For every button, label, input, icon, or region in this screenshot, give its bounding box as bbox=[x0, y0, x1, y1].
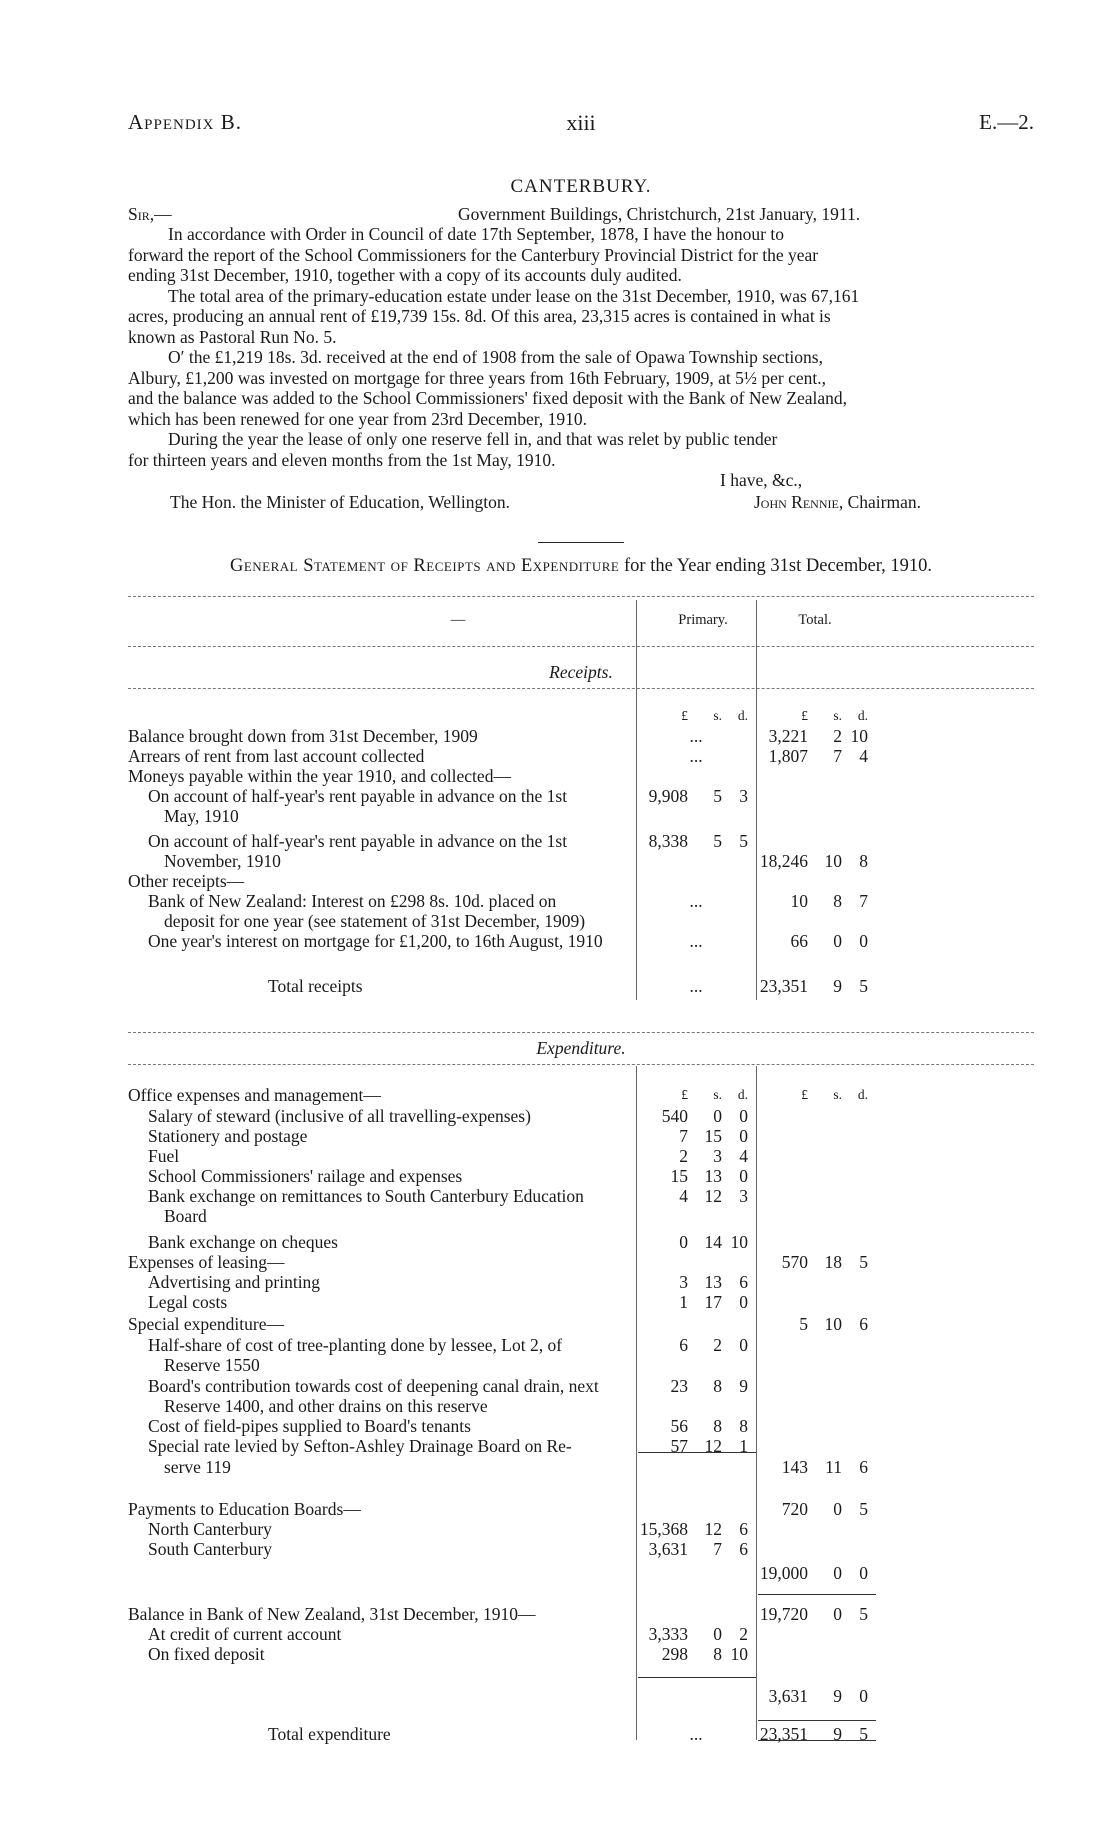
total-amount-pounds: 720 bbox=[781, 1499, 808, 1519]
table-row bbox=[128, 1126, 1034, 1146]
row-description: On account of half-year's rent payable in advance on the 1st bbox=[148, 831, 568, 851]
primary-amount-pence: 1 bbox=[739, 1436, 748, 1456]
primary-amount bbox=[638, 1335, 754, 1355]
row-description: May, 1910 bbox=[164, 806, 239, 826]
table-row bbox=[128, 1272, 1034, 1292]
primary-amount-pounds: 23 bbox=[670, 1376, 688, 1396]
primary-amount bbox=[638, 831, 754, 851]
salutation: Sir,— bbox=[128, 204, 172, 224]
table-row bbox=[128, 1252, 1034, 1272]
row-description: Total expenditure bbox=[268, 1724, 391, 1744]
row-description: Board bbox=[164, 1206, 207, 1226]
table-row bbox=[128, 1335, 1034, 1355]
primary-amount bbox=[638, 1519, 754, 1539]
total-amount-shillings: 2 bbox=[833, 726, 842, 746]
total-amount bbox=[758, 1457, 874, 1477]
total-amount-shillings: 8 bbox=[833, 891, 842, 911]
primary-amount-dots: ... bbox=[689, 931, 703, 951]
letter-line: which has been renewed for one year from 23rd December, 1910. bbox=[128, 408, 587, 429]
primary-amount-shillings: 8 bbox=[713, 1416, 722, 1436]
row-description: Board's contribution towards cost of deepening canal drain, next bbox=[148, 1376, 599, 1396]
primary-amount bbox=[638, 1106, 754, 1126]
table-row bbox=[128, 706, 1034, 726]
primary-amount-pounds: 15,368 bbox=[639, 1519, 688, 1539]
row-description: serve 119 bbox=[164, 1457, 231, 1477]
table-row bbox=[128, 1166, 1034, 1186]
total-amount-pounds: 3,631 bbox=[768, 1686, 808, 1706]
addressee: The Hon. the Minister of Education, Wellington. bbox=[170, 492, 510, 512]
primary-amount bbox=[638, 1644, 754, 1664]
row-description: Cost of field-pipes supplied to Board's tenants bbox=[148, 1416, 471, 1436]
row-description: Total receipts bbox=[268, 976, 363, 996]
table-row bbox=[128, 831, 1034, 851]
primary-amount-dots: ... bbox=[689, 746, 703, 766]
unit-l: £ bbox=[681, 1087, 688, 1102]
primary-amount-shillings: 13 bbox=[704, 1272, 722, 1292]
table-row bbox=[128, 1563, 1034, 1583]
total-amount-pounds: 1,807 bbox=[768, 746, 808, 766]
total-amount-shillings: 7 bbox=[833, 746, 842, 766]
total-amount bbox=[758, 1563, 874, 1583]
primary-amount bbox=[638, 1416, 754, 1436]
total-amount-pounds: 19,720 bbox=[759, 1604, 808, 1624]
total-amount-pence: 8 bbox=[859, 851, 868, 871]
row-description: Payments to Education Boards— bbox=[128, 1499, 361, 1519]
unit-s: s. bbox=[833, 1087, 842, 1102]
row-description: On account of half-year's rent payable in advance on the 1st bbox=[148, 786, 568, 806]
unit-d: d. bbox=[857, 708, 868, 723]
table-row bbox=[128, 871, 1034, 891]
primary-amount-shillings: 13 bbox=[704, 1166, 722, 1186]
row-description: deposit for one year (see statement of 31st December, 1909) bbox=[164, 911, 586, 931]
primary-amount-shillings: 3 bbox=[713, 1146, 722, 1166]
primary-amount-pence: 6 bbox=[739, 1539, 748, 1559]
unit-l: £ bbox=[681, 708, 688, 723]
row-description: Moneys payable within the year 1910, and collected— bbox=[128, 766, 511, 786]
row-description: Balance brought down from 31st December, 1909 bbox=[128, 726, 478, 746]
table-row bbox=[128, 1206, 1034, 1226]
primary-amount-pounds: 1 bbox=[679, 1292, 688, 1312]
table-row bbox=[128, 1686, 1034, 1706]
total-amount bbox=[758, 726, 874, 746]
total-amount-shillings: 10 bbox=[824, 851, 842, 871]
statement-title-a: General Statement of Receipts and Expenditure bbox=[229, 556, 620, 576]
table-row bbox=[128, 786, 1034, 806]
total-amount-pence: 10 bbox=[850, 726, 868, 746]
row-description: School Commissioners' railage and expenses bbox=[148, 1166, 463, 1186]
primary-amount bbox=[638, 1436, 754, 1456]
total-amount-pence: 5 bbox=[859, 1499, 868, 1519]
primary-amount-pence: 6 bbox=[739, 1519, 748, 1539]
unit-s: s. bbox=[833, 708, 842, 723]
receipts-title: Receipts. bbox=[549, 662, 613, 682]
primary-amount-pounds: 7 bbox=[679, 1126, 688, 1146]
total-amount-shillings: 9 bbox=[833, 1724, 842, 1744]
table-row bbox=[128, 1232, 1034, 1252]
report-code: E.—2. bbox=[979, 110, 1034, 134]
primary-amount-pence: 8 bbox=[739, 1416, 748, 1436]
table-rule bbox=[638, 1677, 756, 1678]
table-row bbox=[128, 1376, 1034, 1396]
primary-amount-shillings: 0 bbox=[713, 1106, 722, 1126]
row-description: North Canterbury bbox=[148, 1519, 272, 1539]
primary-amount-dots: ... bbox=[689, 726, 703, 746]
row-description: On fixed deposit bbox=[148, 1644, 265, 1664]
primary-amount-dots: ... bbox=[689, 976, 703, 996]
table-row bbox=[128, 1396, 1034, 1416]
page-title: CANTERBURY. bbox=[510, 176, 652, 197]
total-amount bbox=[758, 976, 874, 996]
total-amount bbox=[758, 931, 874, 951]
primary-amount bbox=[638, 1186, 754, 1206]
total-amount-shillings: 18 bbox=[824, 1252, 842, 1272]
primary-amount-pence: 0 bbox=[739, 1292, 748, 1312]
total-amount-pounds: 143 bbox=[781, 1457, 808, 1477]
primary-amount-pounds: 0 bbox=[679, 1232, 688, 1252]
row-description: Office expenses and management— bbox=[128, 1085, 381, 1105]
total-amount-pounds: 18,246 bbox=[759, 851, 808, 871]
table-row bbox=[128, 806, 1034, 826]
letter-line: The total area of the primary-education estate under lease on the 31st December, 1910, was 67,161 bbox=[168, 285, 860, 306]
primary-amount bbox=[638, 1539, 754, 1559]
total-amount-pounds: 570 bbox=[781, 1252, 808, 1272]
primary-amount-pounds: 3 bbox=[679, 1272, 688, 1292]
row-description: At credit of current account bbox=[148, 1624, 342, 1644]
primary-amount-shillings: 8 bbox=[713, 1376, 722, 1396]
total-amount-pounds: 10 bbox=[790, 891, 808, 911]
total-amount bbox=[758, 1252, 874, 1272]
closing: I have, &c., bbox=[720, 470, 803, 490]
statement-title-b: for the Year ending 31st December, 1910. bbox=[619, 556, 933, 576]
table-row bbox=[128, 1085, 1034, 1105]
primary-amount bbox=[638, 1624, 754, 1644]
total-amount-shillings: 9 bbox=[833, 1686, 842, 1706]
total-amount-shillings: 9 bbox=[833, 976, 842, 996]
primary-amount-shillings: 8 bbox=[713, 1644, 722, 1664]
primary-amount bbox=[638, 1232, 754, 1252]
total-amount-pence: 5 bbox=[859, 976, 868, 996]
row-description: Salary of steward (inclusive of all travelling-expenses) bbox=[148, 1106, 531, 1126]
primary-amount-pounds: 56 bbox=[670, 1416, 688, 1436]
total-amount-shillings: 0 bbox=[833, 931, 842, 951]
primary-units bbox=[638, 706, 754, 726]
total-amount-shillings: 11 bbox=[825, 1457, 842, 1477]
unit-s: s. bbox=[713, 708, 722, 723]
primary-amount-pence: 10 bbox=[730, 1644, 748, 1664]
primary-amount-pounds: 8,338 bbox=[648, 831, 688, 851]
table-rule bbox=[758, 1594, 876, 1595]
primary-amount-shillings: 14 bbox=[704, 1232, 722, 1252]
table-rule bbox=[758, 1720, 876, 1721]
row-description: Fuel bbox=[148, 1146, 180, 1166]
primary-amount-pence: 10 bbox=[730, 1232, 748, 1252]
table-rule bbox=[128, 1032, 1034, 1033]
row-description: Reserve 1400, and other drains on this reserve bbox=[164, 1396, 488, 1416]
total-amount-shillings: 0 bbox=[833, 1604, 842, 1624]
table-row bbox=[128, 1292, 1034, 1312]
total-amount-pence: 4 bbox=[859, 746, 868, 766]
primary-amount-shillings: 5 bbox=[713, 831, 722, 851]
primary-amount-pence: 3 bbox=[739, 786, 748, 806]
row-description: South Canterbury bbox=[148, 1539, 272, 1559]
table-row bbox=[128, 1146, 1034, 1166]
primary-amount-pence: 0 bbox=[739, 1166, 748, 1186]
total-amount-pounds: 23,351 bbox=[759, 1724, 808, 1744]
primary-amount bbox=[638, 1292, 754, 1312]
primary-amount-shillings: 12 bbox=[704, 1436, 722, 1456]
letter-line: Albury, £1,200 was invested on mortgage for three years from 16th February, 1909, at 5½ per cent., bbox=[128, 367, 827, 388]
total-amount-pence: 5 bbox=[859, 1252, 868, 1272]
total-amount-pence: 7 bbox=[859, 891, 868, 911]
row-description: November, 1910 bbox=[164, 851, 281, 871]
signatory-title: , Chairman. bbox=[838, 492, 921, 512]
primary-amount-shillings: 7 bbox=[713, 1539, 722, 1559]
letter-line: forward the report of the School Commissioners for the Canterbury Provincial District for the year bbox=[128, 244, 819, 265]
table-rule bbox=[128, 688, 1034, 689]
total-amount-pence: 5 bbox=[859, 1604, 868, 1624]
total-amount-pounds: 19,000 bbox=[759, 1563, 808, 1583]
table-row bbox=[128, 746, 1034, 766]
total-amount-pence: 0 bbox=[859, 931, 868, 951]
total-amount-pence: 0 bbox=[859, 1563, 868, 1583]
primary-amount-dots: ... bbox=[689, 891, 703, 911]
row-description: One year's interest on mortgage for £1,200, to 16th August, 1910 bbox=[148, 931, 603, 951]
row-description: Advertising and printing bbox=[148, 1272, 321, 1292]
letter-line: for thirteen years and eleven months from the 1st May, 1910. bbox=[128, 449, 556, 470]
col-primary-header: Primary. bbox=[678, 612, 728, 628]
table-row bbox=[128, 1436, 1034, 1456]
table-row bbox=[128, 1416, 1034, 1436]
total-amount-shillings: 10 bbox=[824, 1314, 842, 1334]
primary-amount-shillings: 17 bbox=[704, 1292, 722, 1312]
table-row bbox=[128, 931, 1034, 951]
primary-amount-pounds: 3,631 bbox=[648, 1539, 688, 1559]
total-amount bbox=[758, 1314, 874, 1334]
primary-amount bbox=[638, 786, 754, 806]
primary-amount-shillings: 15 bbox=[704, 1126, 722, 1146]
row-description: Bank exchange on remittances to South Canterbury Education bbox=[148, 1186, 584, 1206]
signatory-name: John Rennie bbox=[754, 492, 839, 512]
primary-amount bbox=[638, 1166, 754, 1186]
primary-amount-pounds: 6 bbox=[679, 1335, 688, 1355]
primary-amount-pence: 2 bbox=[739, 1624, 748, 1644]
primary-amount-shillings: 2 bbox=[713, 1335, 722, 1355]
total-amount-pence: 5 bbox=[859, 1724, 868, 1744]
primary-amount-pence: 6 bbox=[739, 1272, 748, 1292]
primary-amount-pence: 4 bbox=[739, 1146, 748, 1166]
table-row bbox=[128, 1355, 1034, 1375]
unit-d: d. bbox=[737, 708, 748, 723]
table-row bbox=[128, 976, 1034, 996]
table-row bbox=[128, 1604, 1034, 1624]
row-description: Arrears of rent from last account collected bbox=[128, 746, 425, 766]
table-row bbox=[128, 726, 1034, 746]
primary-amount-pounds: 9,908 bbox=[648, 786, 688, 806]
table-row bbox=[128, 1106, 1034, 1126]
total-amount bbox=[758, 1686, 874, 1706]
row-description: Reserve 1550 bbox=[164, 1355, 260, 1375]
expenditure-title: Expenditure. bbox=[536, 1038, 626, 1058]
row-description: Special expenditure— bbox=[128, 1314, 284, 1334]
total-amount bbox=[758, 1604, 874, 1624]
unit-s: s. bbox=[713, 1087, 722, 1102]
primary-amount-pence: 3 bbox=[739, 1186, 748, 1206]
total-amount bbox=[758, 1499, 874, 1519]
unit-d: d. bbox=[737, 1087, 748, 1102]
primary-amount bbox=[638, 1146, 754, 1166]
appendix-label: Appendix B. bbox=[128, 110, 243, 134]
table-row bbox=[128, 766, 1034, 786]
letter-line: acres, producing an annual rent of £19,739 15s. 8d. Of this area, 23,315 acres is contained in what is bbox=[128, 306, 831, 326]
primary-amount-shillings: 12 bbox=[704, 1519, 722, 1539]
total-amount-pounds: 5 bbox=[799, 1314, 808, 1334]
primary-amount-pounds: 4 bbox=[679, 1186, 688, 1206]
primary-amount-pence: 0 bbox=[739, 1106, 748, 1126]
primary-amount-pence: 9 bbox=[739, 1376, 748, 1396]
letter-line: In accordance with Order in Council of date 17th September, 1878, I have the honour to bbox=[168, 224, 784, 244]
row-description: Special rate levied by Sefton-Ashley Drainage Board on Re- bbox=[148, 1436, 572, 1456]
row-description: Bank of New Zealand: Interest on £298 8s. 10d. placed on bbox=[148, 891, 557, 911]
table-row bbox=[128, 851, 1034, 871]
total-amount bbox=[758, 851, 874, 871]
table-row bbox=[128, 1539, 1034, 1559]
table-row bbox=[128, 1499, 1034, 1519]
unit-l: £ bbox=[801, 1087, 808, 1102]
table-row bbox=[128, 1186, 1034, 1206]
row-description: Balance in Bank of New Zealand, 31st December, 1910— bbox=[128, 1604, 536, 1624]
table-row bbox=[128, 1519, 1034, 1539]
primary-amount-pounds: 540 bbox=[661, 1106, 688, 1126]
table-row bbox=[128, 1724, 1034, 1744]
total-amount bbox=[758, 891, 874, 911]
primary-amount-shillings: 12 bbox=[704, 1186, 722, 1206]
letter-line: O′ the £1,219 18s. 3d. received at the end of 1908 from the sale of Opawa Township sections, bbox=[168, 347, 823, 367]
primary-amount-pounds: 3,333 bbox=[648, 1624, 688, 1644]
primary-amount-pence: 0 bbox=[739, 1335, 748, 1355]
row-description: Legal costs bbox=[148, 1292, 228, 1312]
primary-amount-shillings: 5 bbox=[713, 786, 722, 806]
primary-amount-pence: 5 bbox=[739, 831, 748, 851]
unit-d: d. bbox=[857, 1087, 868, 1102]
table-row bbox=[128, 1314, 1034, 1334]
total-amount bbox=[758, 1724, 874, 1744]
total-amount bbox=[758, 746, 874, 766]
letter-line: During the year the lease of only one reserve fell in, and that was relet by public tender bbox=[168, 429, 778, 449]
total-amount-pounds: 3,221 bbox=[768, 726, 808, 746]
total-amount-pence: 6 bbox=[859, 1457, 868, 1477]
table-row bbox=[128, 911, 1034, 931]
row-description: Expenses of leasing— bbox=[128, 1252, 285, 1272]
letter-line: and the balance was added to the School Commissioners' fixed deposit with the Bank of New Zealand, bbox=[128, 388, 848, 408]
total-units bbox=[758, 706, 874, 726]
primary-amount-pence: 0 bbox=[739, 1126, 748, 1146]
primary-amount-pounds: 2 bbox=[679, 1146, 688, 1166]
primary-amount-pounds: 298 bbox=[661, 1644, 688, 1664]
primary-amount-pounds: 57 bbox=[670, 1436, 688, 1456]
total-amount-shillings: 0 bbox=[833, 1563, 842, 1583]
statement-table bbox=[128, 0, 1034, 1841]
table-rule bbox=[128, 646, 1034, 647]
unit-l: £ bbox=[801, 708, 808, 723]
total-amount-pounds: 23,351 bbox=[759, 976, 808, 996]
row-description: Half-share of cost of tree-planting done by lessee, Lot 2, of bbox=[148, 1335, 563, 1355]
primary-amount-shillings: 0 bbox=[713, 1624, 722, 1644]
row-description: Stationery and postage bbox=[148, 1126, 308, 1146]
table-row bbox=[128, 1457, 1034, 1477]
col-blank-header: — bbox=[450, 612, 466, 628]
col-total-header: Total. bbox=[798, 612, 832, 628]
table-row bbox=[128, 891, 1034, 911]
primary-amount bbox=[638, 1272, 754, 1292]
primary-amount-dots: ... bbox=[689, 1724, 703, 1744]
row-description: Other receipts— bbox=[128, 871, 245, 891]
row-description: Bank exchange on cheques bbox=[148, 1232, 338, 1252]
total-amount-pence: 6 bbox=[859, 1314, 868, 1334]
primary-amount bbox=[638, 1376, 754, 1396]
table-row bbox=[128, 1644, 1034, 1664]
table-rule bbox=[128, 1064, 1034, 1065]
total-amount-shillings: 0 bbox=[833, 1499, 842, 1519]
total-amount-pounds: 66 bbox=[790, 931, 808, 951]
place-date: Government Buildings, Christchurch, 21st January, 1911. bbox=[458, 204, 861, 224]
total-amount-pence: 0 bbox=[859, 1686, 868, 1706]
table-rule bbox=[128, 596, 1034, 597]
primary-amount bbox=[638, 1126, 754, 1146]
primary-amount-pounds: 15 bbox=[670, 1166, 688, 1186]
letter-line: known as Pastoral Run No. 5. bbox=[128, 326, 337, 347]
page-number: xiii bbox=[566, 110, 596, 135]
table-row bbox=[128, 1624, 1034, 1644]
letter-line: ending 31st December, 1910, together with a copy of its accounts duly audited. bbox=[128, 265, 682, 285]
